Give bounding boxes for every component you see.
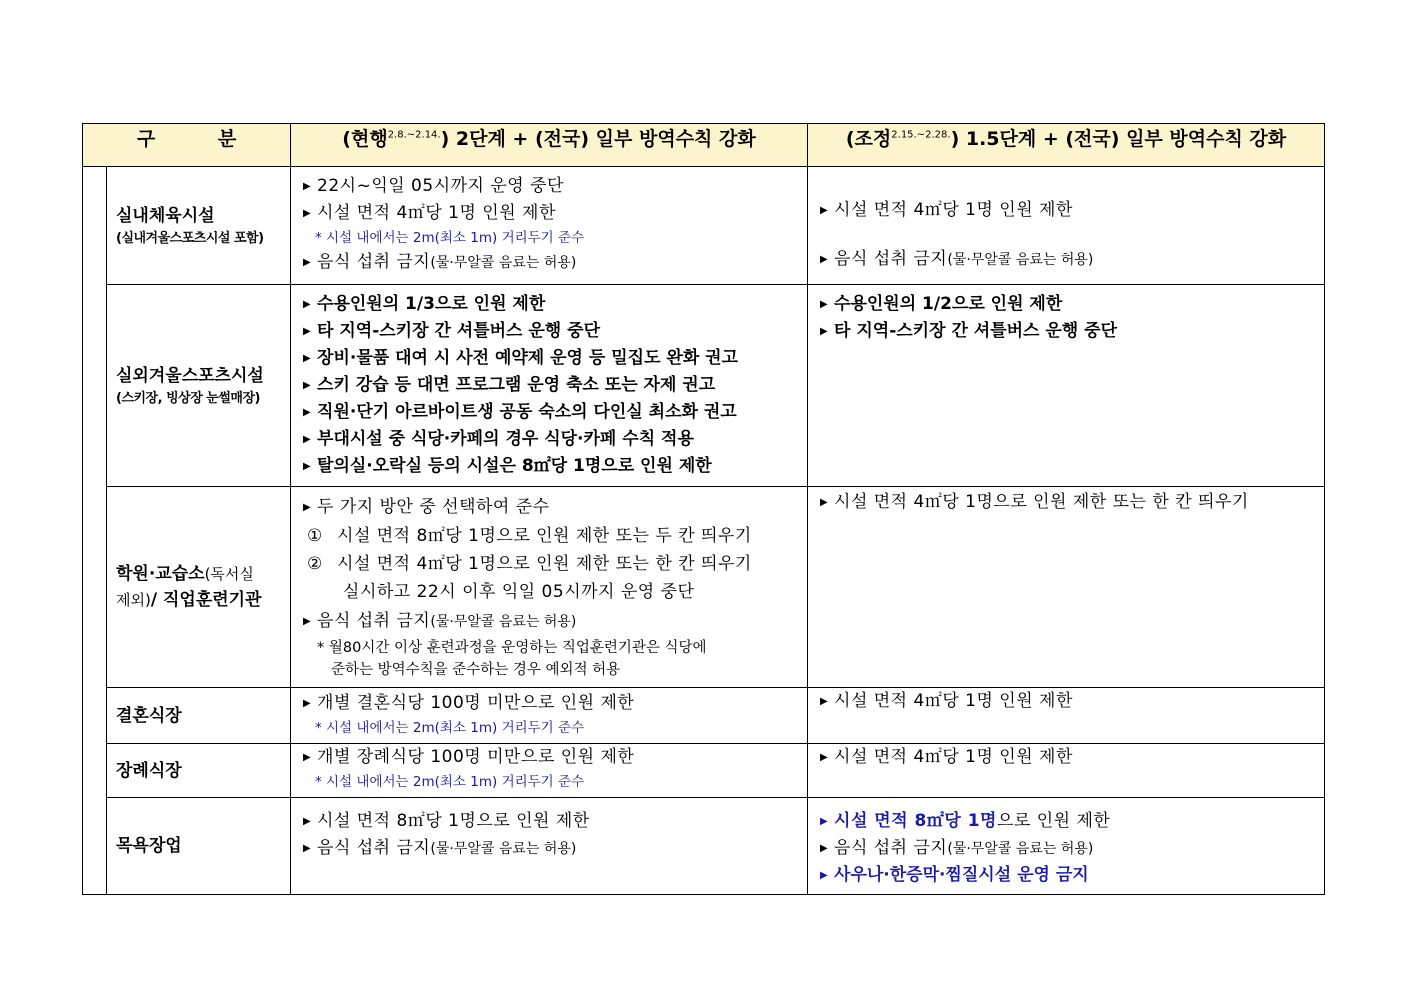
note: * 시설 내에서는 2m(최소 1m) 거리두기 준수 (315, 720, 585, 736)
list-item: ▶ 개별 결혼식당 100명 미만으로 인원 제한 (303, 690, 799, 717)
list-item: ▶ 시설 면적 4㎡당 1명 인원 제한 (820, 744, 1316, 771)
adjusted-rules (808, 487, 1325, 688)
adjusted-rules (808, 167, 1325, 285)
note: * 시설 내에서는 2m(최소 1m) 거리두기 준수 (315, 230, 585, 246)
triangle-right-icon: ▶ (820, 205, 829, 216)
adjusted-rules (808, 798, 1325, 895)
list-item: ▶ 음식 섭취 금지(물·무알콜 음료는 허용) (303, 249, 799, 276)
triangle-right-icon: ▶ (820, 254, 829, 265)
triangle-right-icon: ▶ (303, 299, 311, 310)
adjusted-rules (808, 285, 1325, 487)
table-row (83, 167, 1325, 285)
facility-name: 장례식장 (107, 744, 291, 798)
list-item: ▶ 타 지역-스키장 간 셔틀버스 운행 중단 (820, 318, 1316, 345)
current-rules (291, 167, 808, 285)
list-item: ▶ 음식 섭취 금지(물·무알콜 음료는 허용) (820, 835, 1316, 862)
triangle-right-icon: ▶ (820, 843, 829, 854)
list-item: ▶ 직원·단기 아르바이트생 공동 숙소의 다인실 최소화 권고 (303, 399, 799, 426)
list-item: ▶ 음식 섭취 금지(물·무알콜 음료는 허용) (303, 835, 799, 862)
list-item: ▶ 시설 면적 4㎡당 1명 인원 제한 (820, 688, 1316, 715)
quarantine-rules-table (82, 123, 1325, 895)
triangle-right-icon: ▶ (303, 461, 311, 472)
list-item: ▶ 타 지역-스키장 간 셔틀버스 운행 중단 (303, 318, 799, 345)
adjusted-rules (808, 688, 1325, 744)
note: * 시설 내에서는 2m(최소 1m) 거리두기 준수 (315, 774, 585, 790)
current-rules (291, 285, 808, 487)
list-item: ▶ 스키 강습 등 대면 프로그램 운영 축소 또는 자제 권고 (303, 372, 799, 399)
note: * 월80시간 이상 훈련과정을 운영하는 직업훈련기관은 식당에 (317, 640, 707, 656)
list-item: ▶ 음식 섭취 금지(물·무알콜 음료는 허용) (820, 246, 1316, 273)
triangle-right-icon: ▶ (303, 181, 312, 192)
list-item: ▶ 수용인원의 1/3으로 인원 제한 (303, 291, 799, 318)
triangle-right-icon: ▶ (820, 870, 828, 881)
list-item: ▶ 개별 장례식당 100명 미만으로 인원 제한 (303, 744, 799, 771)
table-row (83, 688, 1325, 744)
triangle-right-icon: ▶ (303, 843, 312, 854)
triangle-right-icon: ▶ (303, 208, 312, 219)
header-row (83, 124, 1325, 167)
triangle-right-icon: ▶ (820, 326, 828, 337)
table-row (83, 487, 1325, 688)
triangle-right-icon: ▶ (820, 816, 829, 827)
list-item: ▶ 사우나·한증막·찜질시설 운영 금지 (820, 862, 1316, 889)
triangle-right-icon: ▶ (303, 380, 311, 391)
list-item: ▶ 시설 면적 4㎡당 1명 인원 제한 (820, 197, 1316, 224)
list-item: ① 시설 면적 8㎡당 1명으로 인원 제한 또는 두 칸 띄우기 (307, 526, 752, 546)
list-item: ▶ 시설 면적 4㎡당 1명으로 인원 제한 또는 한 칸 띄우기 (820, 489, 1316, 516)
list-item: ▶ 부대시설 중 식당·카페의 경우 식당·카페 수칙 적용 (303, 426, 799, 453)
facility-name: 실외겨울스포츠시설 (스키장, 빙상장 눈썰매장) (107, 285, 291, 487)
triangle-right-icon: ▶ (303, 434, 311, 445)
triangle-right-icon: ▶ (303, 616, 312, 627)
left-margin-cell (83, 167, 107, 895)
triangle-right-icon: ▶ (303, 407, 311, 418)
triangle-right-icon: ▶ (303, 698, 312, 709)
table-row (83, 798, 1325, 895)
triangle-right-icon: ▶ (303, 816, 312, 827)
triangle-right-icon: ▶ (820, 752, 829, 763)
current-rules (291, 688, 808, 744)
triangle-right-icon: ▶ (820, 696, 829, 707)
list-item: ▶ 시설 면적 8㎡당 1명으로 인원 제한 (303, 808, 799, 835)
triangle-right-icon: ▶ (303, 353, 311, 364)
list-item: ▶ 음식 섭취 금지(물·무알콜 음료는 허용) (303, 606, 799, 637)
triangle-right-icon: ▶ (820, 497, 829, 508)
list-item: ▶ 장비·물품 대여 시 사전 예약제 운영 등 밀집도 완화 권고 (303, 345, 799, 372)
list-item: ▶ 시설 면적 4㎡당 1명 인원 제한 (303, 200, 799, 227)
triangle-right-icon: ▶ (303, 752, 312, 763)
facility-name: 실내체육시설 (실내겨울스포츠시설 포함) (107, 167, 291, 285)
list-item: ▶ 22시~익일 05시까지 운영 중단 (303, 173, 799, 200)
header-current: (현행$^{2.8.\sim 2.14.}$) 2단계 + (전국) 일부 방역수칙 강화 (291, 124, 808, 167)
current-rules (291, 744, 808, 798)
list-item: ▶ 두 가지 방안 중 선택하여 준수 (303, 493, 799, 522)
table-row (83, 744, 1325, 798)
triangle-right-icon: ▶ (820, 299, 828, 310)
note: 준하는 방역수칙을 준수하는 경우 예외적 허용 (331, 662, 621, 678)
header-adjusted: (조정$^{2.15.\sim 2.28.}$) 1.5단계 + (전국) 일부 방역수칙 강화 (808, 124, 1325, 167)
adjusted-rules (808, 744, 1325, 798)
triangle-right-icon: ▶ (303, 502, 312, 513)
list-item: ▶ 수용인원의 1/2으로 인원 제한 (820, 291, 1316, 318)
list-item: ② 시설 면적 4㎡당 1명으로 인원 제한 또는 한 칸 띄우기 (307, 554, 752, 574)
facility-name: 결혼식장 (107, 688, 291, 744)
table-row (83, 285, 1325, 487)
triangle-right-icon: ▶ (303, 257, 312, 268)
triangle-right-icon: ▶ (303, 326, 311, 337)
list-item: ▶ 시설 면적 8㎡당 1명으로 인원 제한 (820, 808, 1316, 835)
facility-name: 학원·교습소(독서실 제외)/ 직업훈련기관 (107, 487, 291, 688)
current-rules (291, 798, 808, 895)
list-item: ▶ 탈의실·오락실 등의 시설은 8㎡당 1명으로 인원 제한 (303, 453, 799, 480)
header-category: 구 분 (83, 124, 291, 167)
facility-name: 목욕장업 (107, 798, 291, 895)
current-rules: ▶ 두 가지 방안 중 선택하여 준수 ① 시설 면적 8㎡당 1명으로 인원 제한 또는 두 칸 띄우기 ② 시설 면적 4㎡당 1명으로 인원 제한 또는 한 칸 띄우기 실시하고 22시 이후 익일 05시까지 운영 중단 ▶ 음식 섭취 금지(물·무알콜 음료는 허용) * 월80시간 이상 훈련과정을 운영하는 직업훈련기관은 식당에 준하는 방역수칙을 준수하는 경우 예외적 허용 (291, 487, 808, 688)
